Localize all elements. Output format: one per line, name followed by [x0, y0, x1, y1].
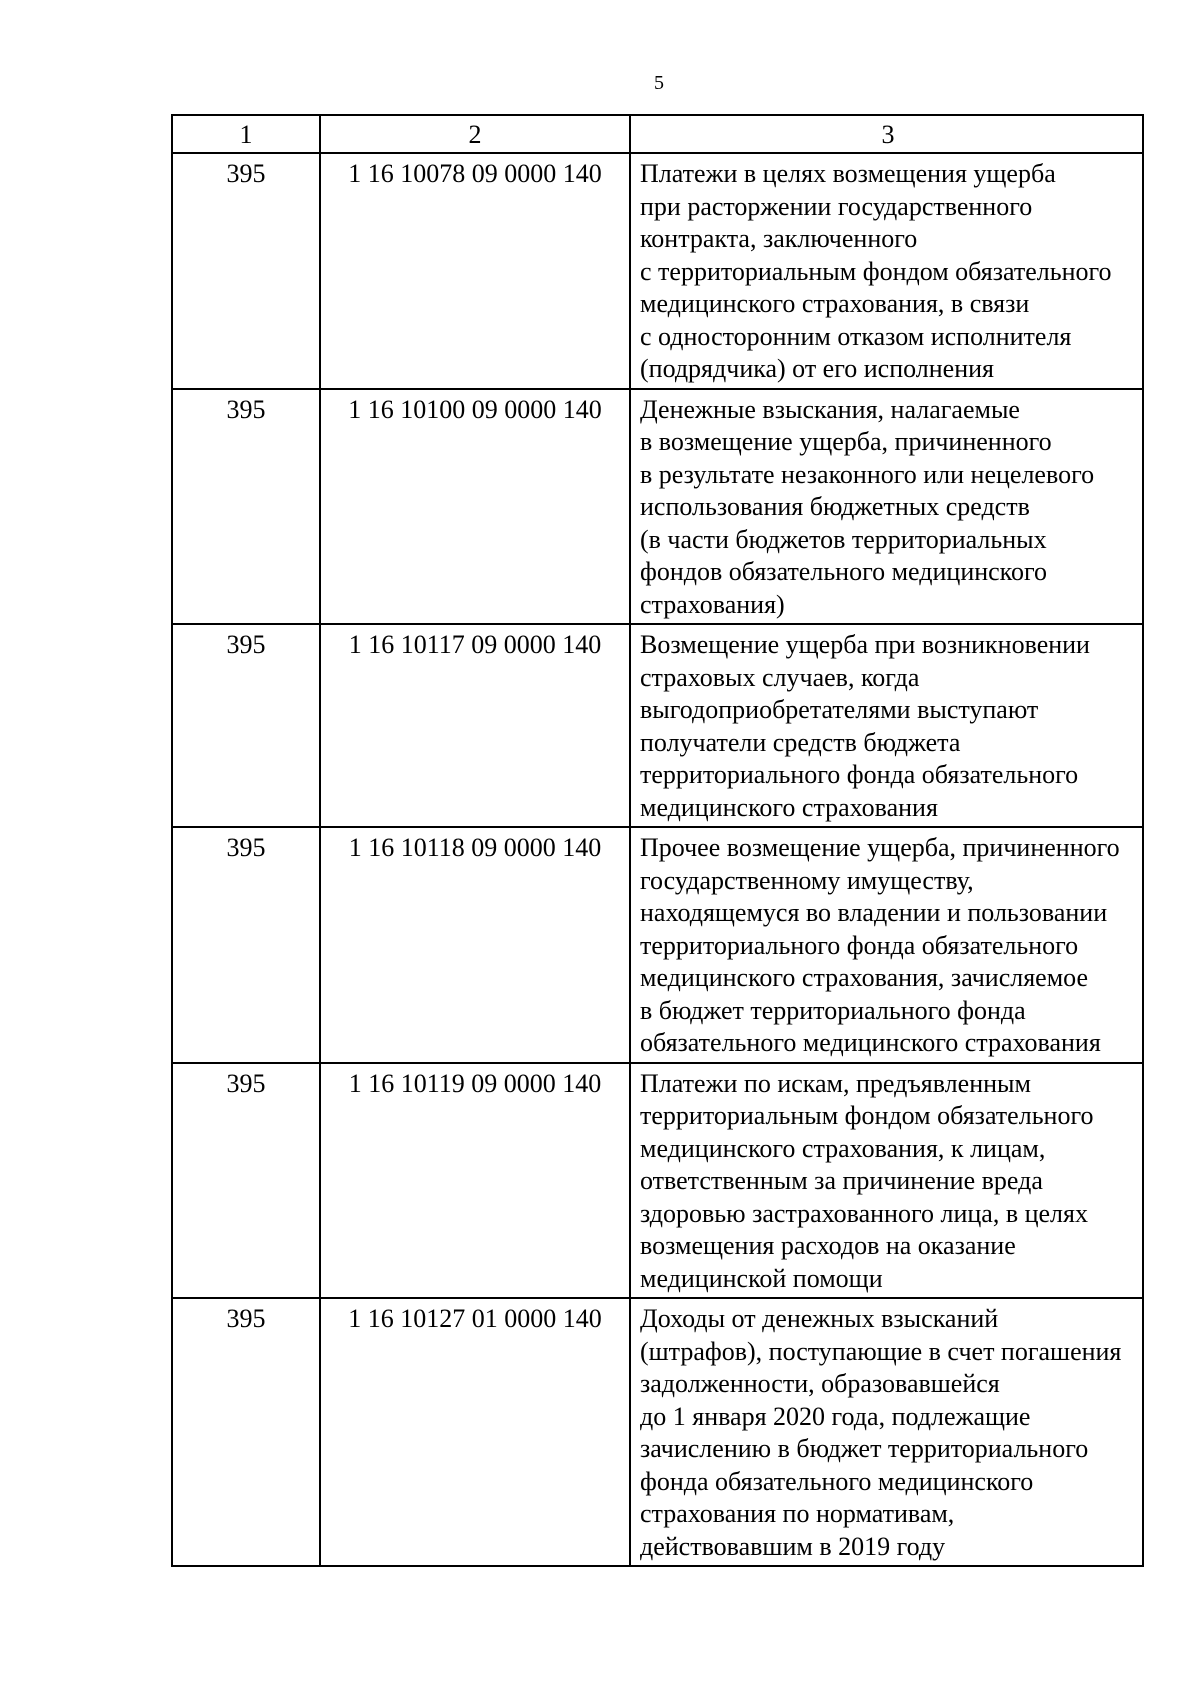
- description-cell: [630, 827, 1143, 1063]
- table-row: [172, 153, 1143, 389]
- revenue-code-cell: 1 16 10127 01 0000 140: [320, 1298, 630, 1566]
- description-line: в возмещение ущерба, причиненного: [640, 427, 1052, 456]
- admin-code-cell: 395: [172, 1063, 320, 1299]
- description-line: страхования): [640, 589, 785, 619]
- description-cell: [630, 153, 1143, 389]
- description-line: Доходы от денежных взысканий: [640, 1304, 999, 1333]
- description-line: фондов обязательного медицинского: [640, 557, 1048, 586]
- description-line: действовавшим в 2019 году: [640, 1531, 946, 1561]
- admin-code-cell: 395: [172, 153, 320, 389]
- description-line: с территориальным фондом обязательного: [640, 256, 1112, 286]
- description-line: медицинского страхования: [640, 792, 938, 822]
- description-line: территориального фонда обязательного: [640, 760, 1079, 789]
- description-line: страховых случаев, когда: [640, 662, 920, 692]
- description-line: с односторонним отказом исполнителя: [640, 321, 1072, 351]
- description-cell: [630, 624, 1143, 827]
- description-line: использования бюджетных средств: [640, 492, 1030, 521]
- table-row: [172, 827, 1143, 1063]
- description-line: медицинского страхования, зачисляемое: [640, 963, 1089, 992]
- description-cell: [630, 1298, 1143, 1566]
- admin-code-cell: 395: [172, 624, 320, 827]
- revenue-codes-table: [171, 114, 1144, 1567]
- header-col-2: 2: [320, 115, 630, 153]
- description-line: задолженности, образовавшейся: [640, 1369, 1000, 1398]
- revenue-code-cell: 1 16 10100 09 0000 140: [320, 389, 630, 625]
- description-line: медицинской помощи: [640, 1263, 883, 1293]
- description-line: медицинского страхования, к лицам,: [640, 1133, 1046, 1163]
- description-line: медицинского страхования, в связи: [640, 289, 1030, 318]
- description-line: находящемуся во владении и пользовании: [640, 898, 1108, 927]
- description-line: Прочее возмещение ущерба, причиненного: [640, 833, 1120, 862]
- description-line: территориального фонда обязательного: [640, 930, 1079, 960]
- revenue-code-cell: 1 16 10118 09 0000 140: [320, 827, 630, 1063]
- description-line: Платежи по искам, предъявленным: [640, 1068, 1031, 1098]
- table-row: [172, 1298, 1143, 1566]
- description-line: возмещения расходов на оказание: [640, 1231, 1016, 1260]
- description-line: ответственным за причинение вреда: [640, 1166, 1043, 1195]
- description-line: (штрафов), поступающие в счет погашения: [640, 1336, 1122, 1366]
- table-row: [172, 1063, 1143, 1299]
- revenue-code-cell: 1 16 10078 09 0000 140: [320, 153, 630, 389]
- description-cell: [630, 389, 1143, 625]
- header-col-1: 1: [172, 115, 320, 153]
- description-line: зачислению в бюджет территориального: [640, 1434, 1089, 1463]
- description-line: получатели средств бюджета: [640, 727, 961, 757]
- description-line: (подрядчика) от его исполнения: [640, 354, 994, 383]
- description-line: Возмещение ущерба при возникновении: [640, 630, 1090, 659]
- description-line: здоровью застрахованного лица, в целях: [640, 1198, 1088, 1228]
- description-line: Денежные взыскания, налагаемые: [640, 394, 1020, 424]
- page-number: 5: [654, 72, 664, 94]
- description-line: в результате незаконного или нецелевого: [640, 459, 1095, 489]
- admin-code-cell: 395: [172, 389, 320, 625]
- description-line: обязательного медицинского страхования: [640, 1028, 1101, 1057]
- table-header-row: [172, 115, 1143, 153]
- description-line: до 1 января 2020 года, подлежащие: [640, 1401, 1031, 1431]
- description-line: страхования по нормативам,: [640, 1499, 955, 1528]
- description-line: фонда обязательного медицинского: [640, 1466, 1034, 1496]
- description-line: в бюджет территориального фонда: [640, 995, 1026, 1025]
- table-row: [172, 389, 1143, 625]
- description-cell: [630, 1063, 1143, 1299]
- description-line: государственному имуществу,: [640, 865, 974, 895]
- admin-code-cell: 395: [172, 1298, 320, 1566]
- description-line: контракта, заключенного: [640, 224, 918, 253]
- table-row: [172, 624, 1143, 827]
- revenue-code-cell: 1 16 10119 09 0000 140: [320, 1063, 630, 1299]
- header-col-3: 3: [630, 115, 1143, 153]
- description-line: Платежи в целях возмещения ущерба: [640, 159, 1056, 188]
- description-line: при расторжении государственного: [640, 191, 1033, 221]
- revenue-code-cell: 1 16 10117 09 0000 140: [320, 624, 630, 827]
- description-line: территориальным фондом обязательного: [640, 1101, 1094, 1130]
- description-line: выгодоприобретателями выступают: [640, 695, 1039, 724]
- admin-code-cell: 395: [172, 827, 320, 1063]
- description-line: (в части бюджетов территориальных: [640, 524, 1047, 554]
